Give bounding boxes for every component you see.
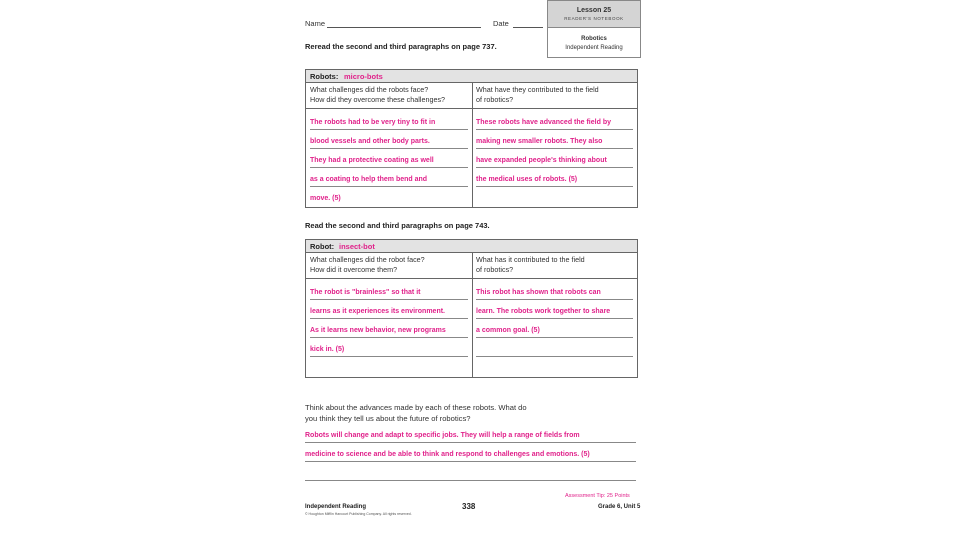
table2-answer-left: The robot is "brainless" so that it [310,289,421,296]
answer-line [476,167,633,168]
table2-value: insect-bot [339,242,375,251]
table1-answer-right: the medical uses of robots. (5) [476,176,578,183]
table2-question-left-1: What challenges did the robot face? [310,255,425,264]
section1-instruction: Reread the second and third paragraphs on page 737. [305,42,497,51]
answer-line [310,356,468,357]
footer-title: Independent Reading [305,504,367,510]
table2-question-divider [306,278,637,279]
section2-instruction: Read the second and third paragraphs on page 743. [305,221,490,230]
notebook-title: READER'S NOTEBOOK [564,16,624,21]
name-label: Name [305,19,326,28]
answer-line [476,337,633,338]
answer-line [310,167,468,168]
answer-line [310,186,468,187]
answer-line [310,148,468,149]
answer-line [476,148,633,149]
table1-answer-left: They had a protective coating as well [310,157,434,164]
page-number: 338 [462,502,476,511]
table2-answer-left: kick in. (5) [310,346,345,353]
section3-question-2: you think they tell us about the future of robotics? [305,414,471,423]
table1-answer-right: These robots have advanced the field by [476,119,611,126]
answer-line [476,299,633,300]
table2-answer-left: As it learns new behavior, new programs [310,327,446,334]
table2-answer-right: a common goal. (5) [476,327,540,334]
table1-question-left-2: How did they overcome these challenges? [310,95,446,104]
table1-column-divider [472,82,473,207]
table1-question-left-1: What challenges did the robots face? [310,85,429,94]
table1-answer-right: have expanded people's thinking about [476,157,607,164]
table2-answer-right: learn. The robots work together to share [476,308,611,315]
answer-line [310,337,468,338]
table2-column-divider [472,252,473,377]
section3-question-1: Think about the advances made by each of these robots. What do [305,403,527,412]
table1-label: Robots: [310,72,339,81]
table1-question-divider [306,108,637,109]
table1-answer-right: making new smaller robots. They also [476,138,603,145]
topic-title: Robotics [581,36,607,42]
date-label: Date [493,19,509,28]
table2-answer-right: This robot has shown that robots can [476,289,601,296]
robots-table-1 [305,69,638,208]
table2-question-right-1: What has it contributed to the field [476,255,585,264]
table1-value: micro-bots [344,72,383,81]
lesson-badge [547,0,641,58]
table2-question-left-2: How did it overcome them? [310,265,398,274]
answer-line [305,480,636,481]
table2-label: Robot: [310,242,335,251]
answer-line [305,461,636,462]
table1-question-right-1: What have they contributed to the field [476,85,599,94]
table1-answer-left: The robots had to be very tiny to fit in [310,119,436,126]
answer-line [310,129,468,130]
assessment-tip: Assessment Tip: 25 Points [565,493,630,499]
table1-answer-left: blood vessels and other body parts. [310,138,430,145]
answer-line [476,356,633,357]
answer-line [305,442,636,443]
name-line [327,27,481,28]
table2-answer-left: learns as it experiences its environment. [310,308,446,315]
robots-table-2 [305,239,638,378]
section3-answer: Robots will change and adapt to specific jobs. They will help a range of fields from [305,432,580,439]
table1-question-right-2: of robotics? [476,95,514,104]
answer-line [476,318,633,319]
date-line [513,27,543,28]
answer-line [476,186,633,187]
lesson-title: Lesson 25 [576,7,612,14]
table1-answer-left: as a coating to help them bend and [310,176,428,183]
lesson-badge-header [548,1,640,28]
answer-line [310,299,468,300]
worksheet-page [288,0,673,540]
table2-question-right-2: of robotics? [476,265,514,274]
copyright-text: © Houghton Mifflin Harcourt Publishing Company. All rights reserved. [305,512,412,516]
grade-unit: Grade 6, Unit 5 [598,504,641,510]
subtopic-title: Independent Reading [565,45,623,51]
answer-line [476,129,633,130]
section3-answer: medicine to science and be able to think and respond to challenges and emotions. (5) [305,451,590,458]
table1-answer-left: move. (5) [310,195,341,202]
answer-line [310,318,468,319]
